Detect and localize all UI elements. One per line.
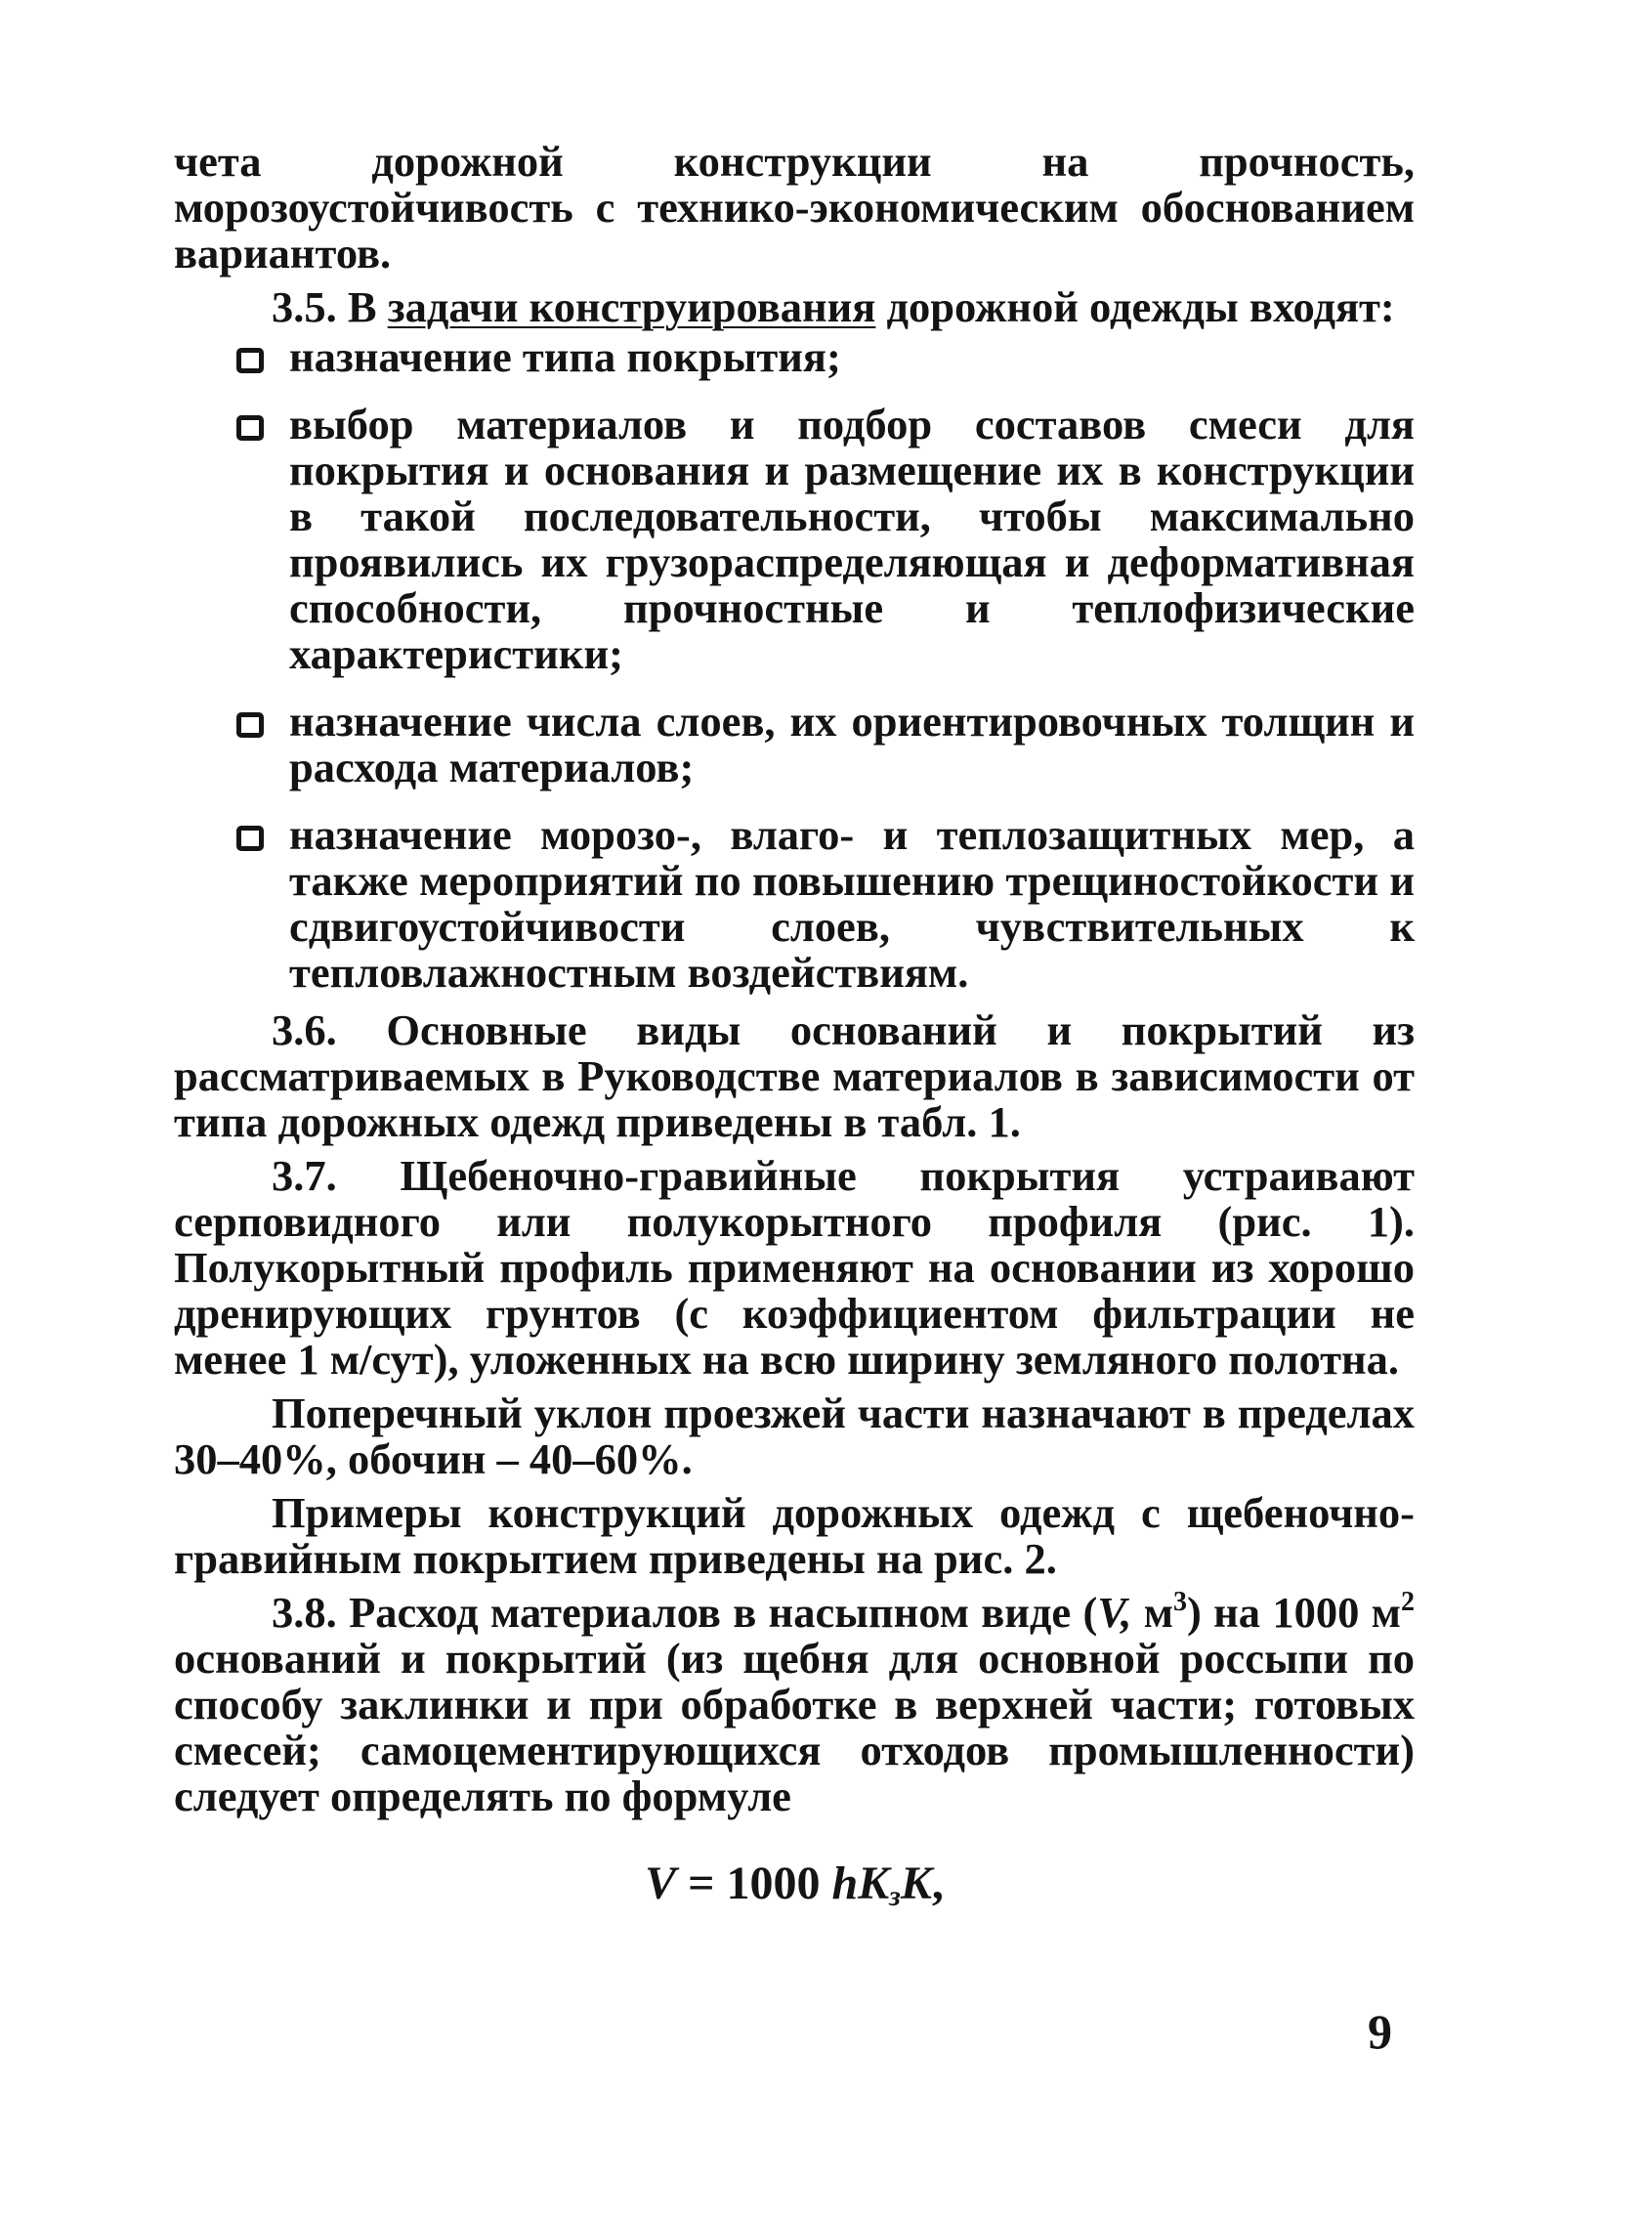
paragraph-cross-slope: Поперечный уклон проезжей части назначают в пределах 30–40%, обочин – 40–60%. [174, 1388, 1415, 1483]
paragraph-3-5-number: 3.5. В [272, 282, 377, 331]
list-item [174, 402, 1415, 677]
list-item [174, 699, 1415, 790]
checkbox-bullet-icon [236, 415, 264, 441]
superscript: 2 [1401, 1587, 1415, 1617]
formula-tail: , [931, 1857, 944, 1909]
paragraph-3-6: 3.6. Основные виды оснований и покрытий из рассматриваемых в Руководстве материалов в зависимости от типа дорожных одежд приведены в табл. 1. [174, 1005, 1415, 1146]
paragraph-examples: Примеры конструкций дорожных одежд с щебеночно-гравийным покрытием приведены на рис. 2. [174, 1488, 1415, 1583]
formula-subscript: з [889, 1880, 901, 1912]
document-page [174, 139, 1415, 1922]
paragraph-3-8-part: м [1131, 1588, 1174, 1637]
paragraph-3-5-underlined: задачи конструирования [387, 282, 876, 331]
formula-term: hK [831, 1857, 890, 1909]
checkbox-bullet-icon [236, 712, 264, 738]
list-item [174, 812, 1415, 996]
paragraph-3-5 [174, 284, 1415, 330]
paragraph-3-8-part: оснований и покрытий (из щебня для основной россыпи по способу заклинки и при обработке в верхней части; готовых смесей; самоцементирующихся отходов промышленности) следует определять по формуле [174, 1634, 1415, 1820]
tasks-list [174, 334, 1415, 996]
list-item-text: назначение числа слоев, их ориентировочных толщин и расхода материалов; [289, 697, 1415, 791]
page-number: 9 [1368, 2004, 1392, 2059]
formula-equals: = 1000 [676, 1857, 832, 1909]
list-item-text: назначение морозо-, влаго- и теплозащитных мер, а также мероприятий по повышению трещиностойкости и сдвигоустойчивости слоев, чувствительных к тепловлажностным воздействиям. [289, 810, 1415, 997]
formula [174, 1858, 1415, 1922]
paragraph-3-7: 3.7. Щебеночно-гравийные покрытия устраивают серповидного или полукорытного профиля (рис. 1). Полукорытный профиль применяют на основании из хорошо дренирующих грунтов (с коэффициентом фильтрации не менее 1 м/сут), уложенных на всю ширину земляного полотна. [174, 1151, 1415, 1384]
list-item-text: выбор материалов и подбор составов смеси для покрытия и основания и размещение их в конструкции в такой последовательности, чтобы максимально проявились их грузораспределяющая и деформативная способности, прочностные и теплофизические характеристики; [289, 400, 1415, 678]
list-item-text: назначение типа покрытия; [289, 332, 841, 381]
checkbox-bullet-icon [236, 826, 264, 851]
variable-v: V, [1097, 1588, 1132, 1637]
paragraph-continuation: чета дорожной конструкции на прочность, морозоустойчивость с технико-экономическим обоснованием вариантов. [174, 137, 1415, 278]
checkbox-bullet-icon [236, 348, 264, 373]
formula-term: K [900, 1857, 932, 1909]
paragraph-3-8-part: ) на 1000 м [1187, 1588, 1401, 1637]
paragraph-3-8-part: 3.8. Расход материалов в насыпном виде ( [272, 1588, 1098, 1637]
paragraph-3-5-rest: дорожной одежды входят: [886, 282, 1395, 331]
superscript: 3 [1173, 1587, 1188, 1617]
formula-lhs: V [645, 1857, 677, 1909]
paragraph-3-8 [174, 1587, 1415, 1820]
list-item [174, 334, 1415, 380]
